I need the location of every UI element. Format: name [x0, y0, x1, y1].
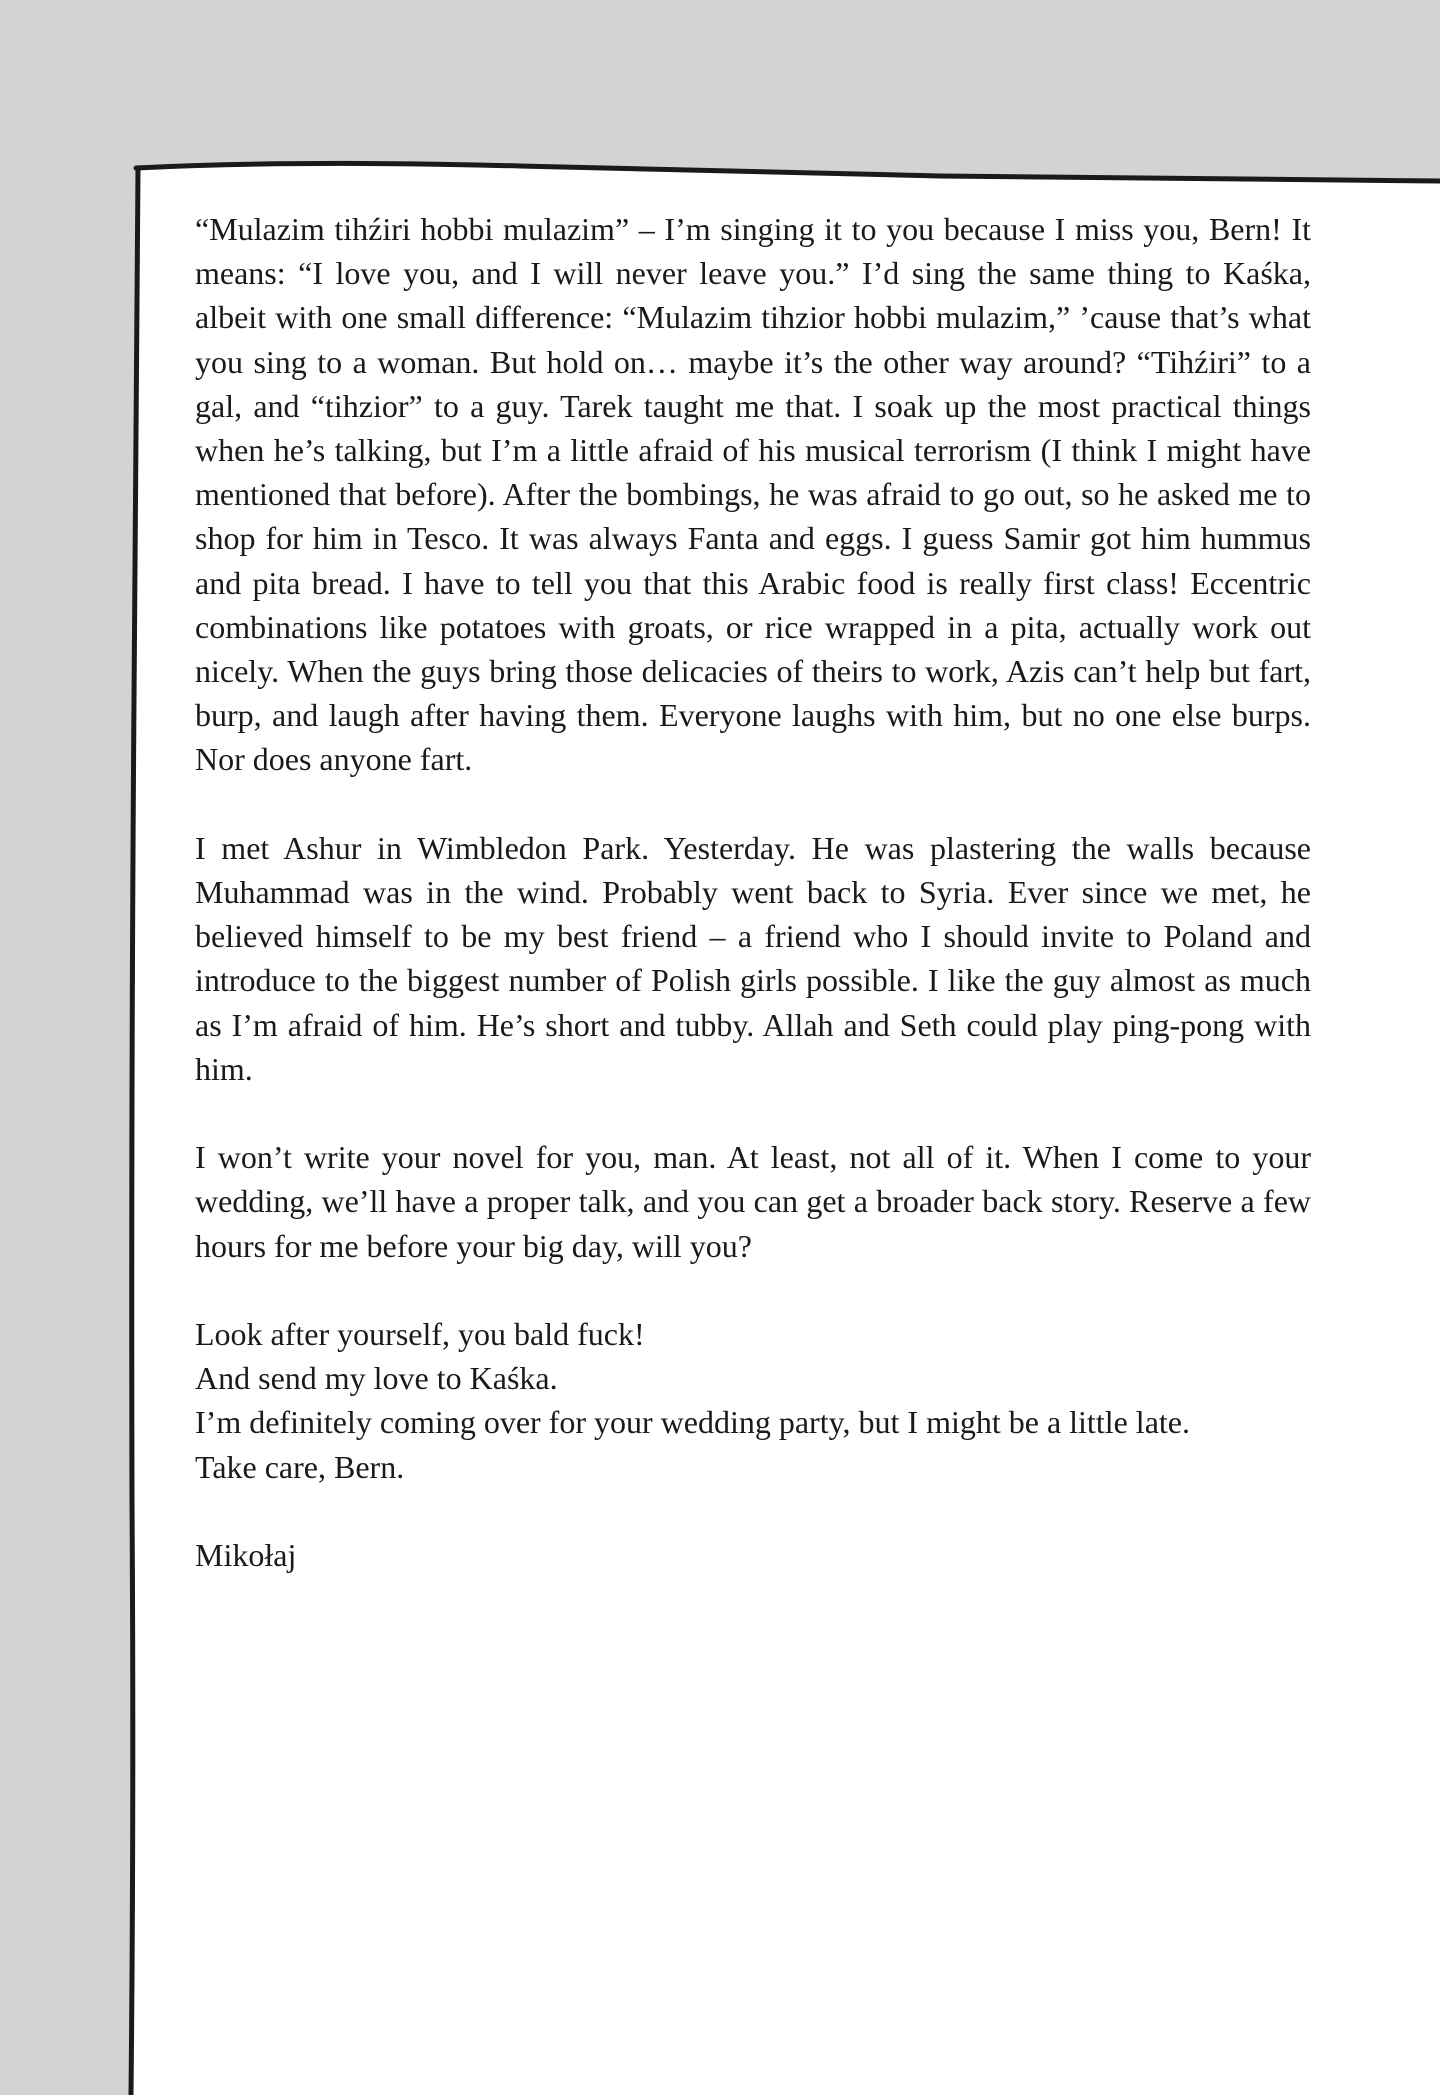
closing-line: I’m definitely coming over for your wedding party, but I might be a little late.	[195, 1404, 1190, 1441]
closing-line: And send my love to Kaśka.	[195, 1360, 558, 1397]
letter-paragraph-1: “Mulazim tihźiri hobbi mulazim” – I’m singing it to you because I miss you, Bern! It means: “I love you, and I will never leave you.” I’d sing the same thing to Kaśka, albeit with one small difference: “Mulazim tihzior hobbi mulazim,” ’cause that’s what you sing to a woman. But hold on… maybe it’s the other way around? “Tihźiri” to a gal, and “tihzior” to a guy. Tarek taught me that. I soak up the most practical things when he’s talking, but I’m a little afraid of his musical terrorism (I think I might have mentioned that before). After the bombings, he was afraid to go out, so he asked me to shop for him in Tesco. It was always Fanta and eggs. I guess Samir got him hummus and pita bread. I have to tell you that this Arabic food is really first class! Eccentric combinations like potatoes with groats, or rice wrapped in a pita, actually work out nicely. When the guys bring those delicacies of theirs to work, Azis can’t help but fart, burp, and laugh after having them. Everyone laughs with him, but no one else burps. Nor does anyone fart.	[195, 211, 1311, 778]
letter-paragraph-2: I met Ashur in Wimbledon Park. Yesterday. He was plastering the walls because Muhammad was in the wind. Probably went back to Syria. Ever since we met, he believed himself to be my best friend – a friend who I should invite to Poland and introduce to the biggest number of Polish girls possible. I like the guy almost as much as I’m afraid of him. He’s short and tubby. Allah and Seth could play ping-pong with him.	[195, 829, 1311, 1087]
letter-body	[195, 207, 1311, 1577]
closing-line: Take care, Bern.	[195, 1448, 405, 1485]
signature: Mikołaj	[195, 1537, 297, 1574]
letter-paragraph-3: I won’t write your novel for you, man. At least, not all of it. When I come to your wedding, we’ll have a proper talk, and you can get a broader back story. Reserve a few hours for me before your big day, will you?	[195, 1139, 1311, 1264]
closing-line: Look after yourself, you bald fuck!	[195, 1316, 645, 1353]
